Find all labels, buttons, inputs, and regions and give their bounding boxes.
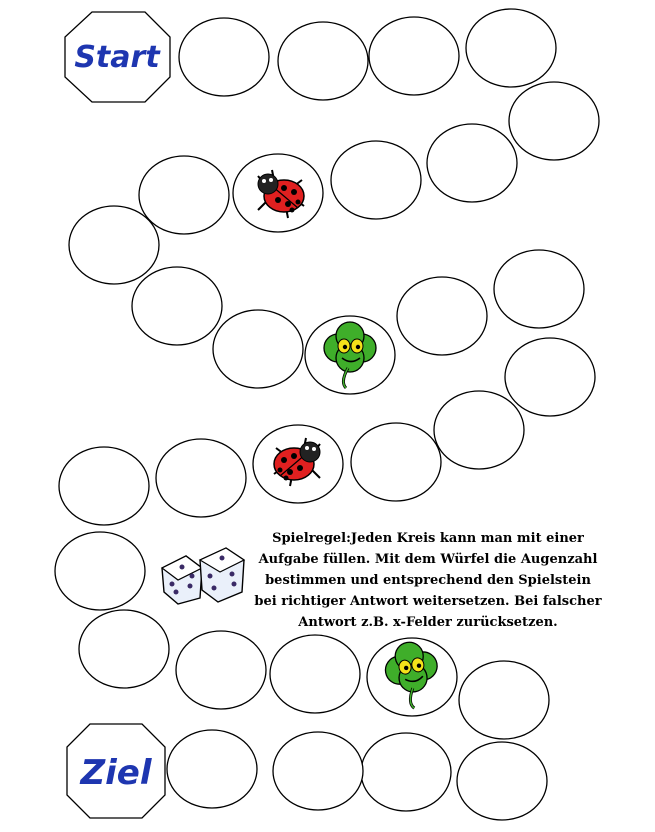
board-space — [361, 733, 451, 811]
board-space — [55, 532, 145, 610]
ladybug-space — [233, 154, 323, 232]
board-space — [176, 631, 266, 709]
board-space — [494, 250, 584, 328]
board-space — [270, 635, 360, 713]
board-space — [331, 141, 421, 219]
board-space — [351, 423, 441, 501]
dice-icon — [162, 548, 244, 604]
board-space — [273, 732, 363, 810]
start-label: Start — [74, 40, 160, 75]
board-space — [459, 661, 549, 739]
start-field — [65, 12, 170, 102]
board-space — [213, 310, 303, 388]
board-space — [505, 338, 595, 416]
board-space — [397, 277, 487, 355]
board-space — [167, 730, 257, 808]
board-space — [179, 18, 269, 96]
board-space — [132, 267, 222, 345]
board-space — [457, 742, 547, 820]
goal-label: Ziel — [80, 753, 152, 793]
board-space — [156, 439, 246, 517]
board-space — [139, 156, 229, 234]
board-space — [434, 391, 524, 469]
clover-space — [305, 316, 395, 394]
clover-space — [367, 638, 457, 716]
game-rules-text: Spielregel:Jeden Kreis kann man mit einer Aufgabe füllen. Mit dem Würfel die Augenzahl bestimmen und entsprechend den Spielstein bei richtiger Antwort weitersetzen. Bei falscher Antwort z.B. x-Felder zurücksetzen. — [254, 531, 602, 630]
board-space — [278, 22, 368, 100]
board-space — [59, 447, 149, 525]
ladybug-space — [253, 425, 343, 503]
board-space — [69, 206, 159, 284]
board-space — [369, 17, 459, 95]
board-space — [79, 610, 169, 688]
board-space — [427, 124, 517, 202]
board-space — [509, 82, 599, 160]
board-space — [466, 9, 556, 87]
goal-field — [67, 724, 165, 818]
